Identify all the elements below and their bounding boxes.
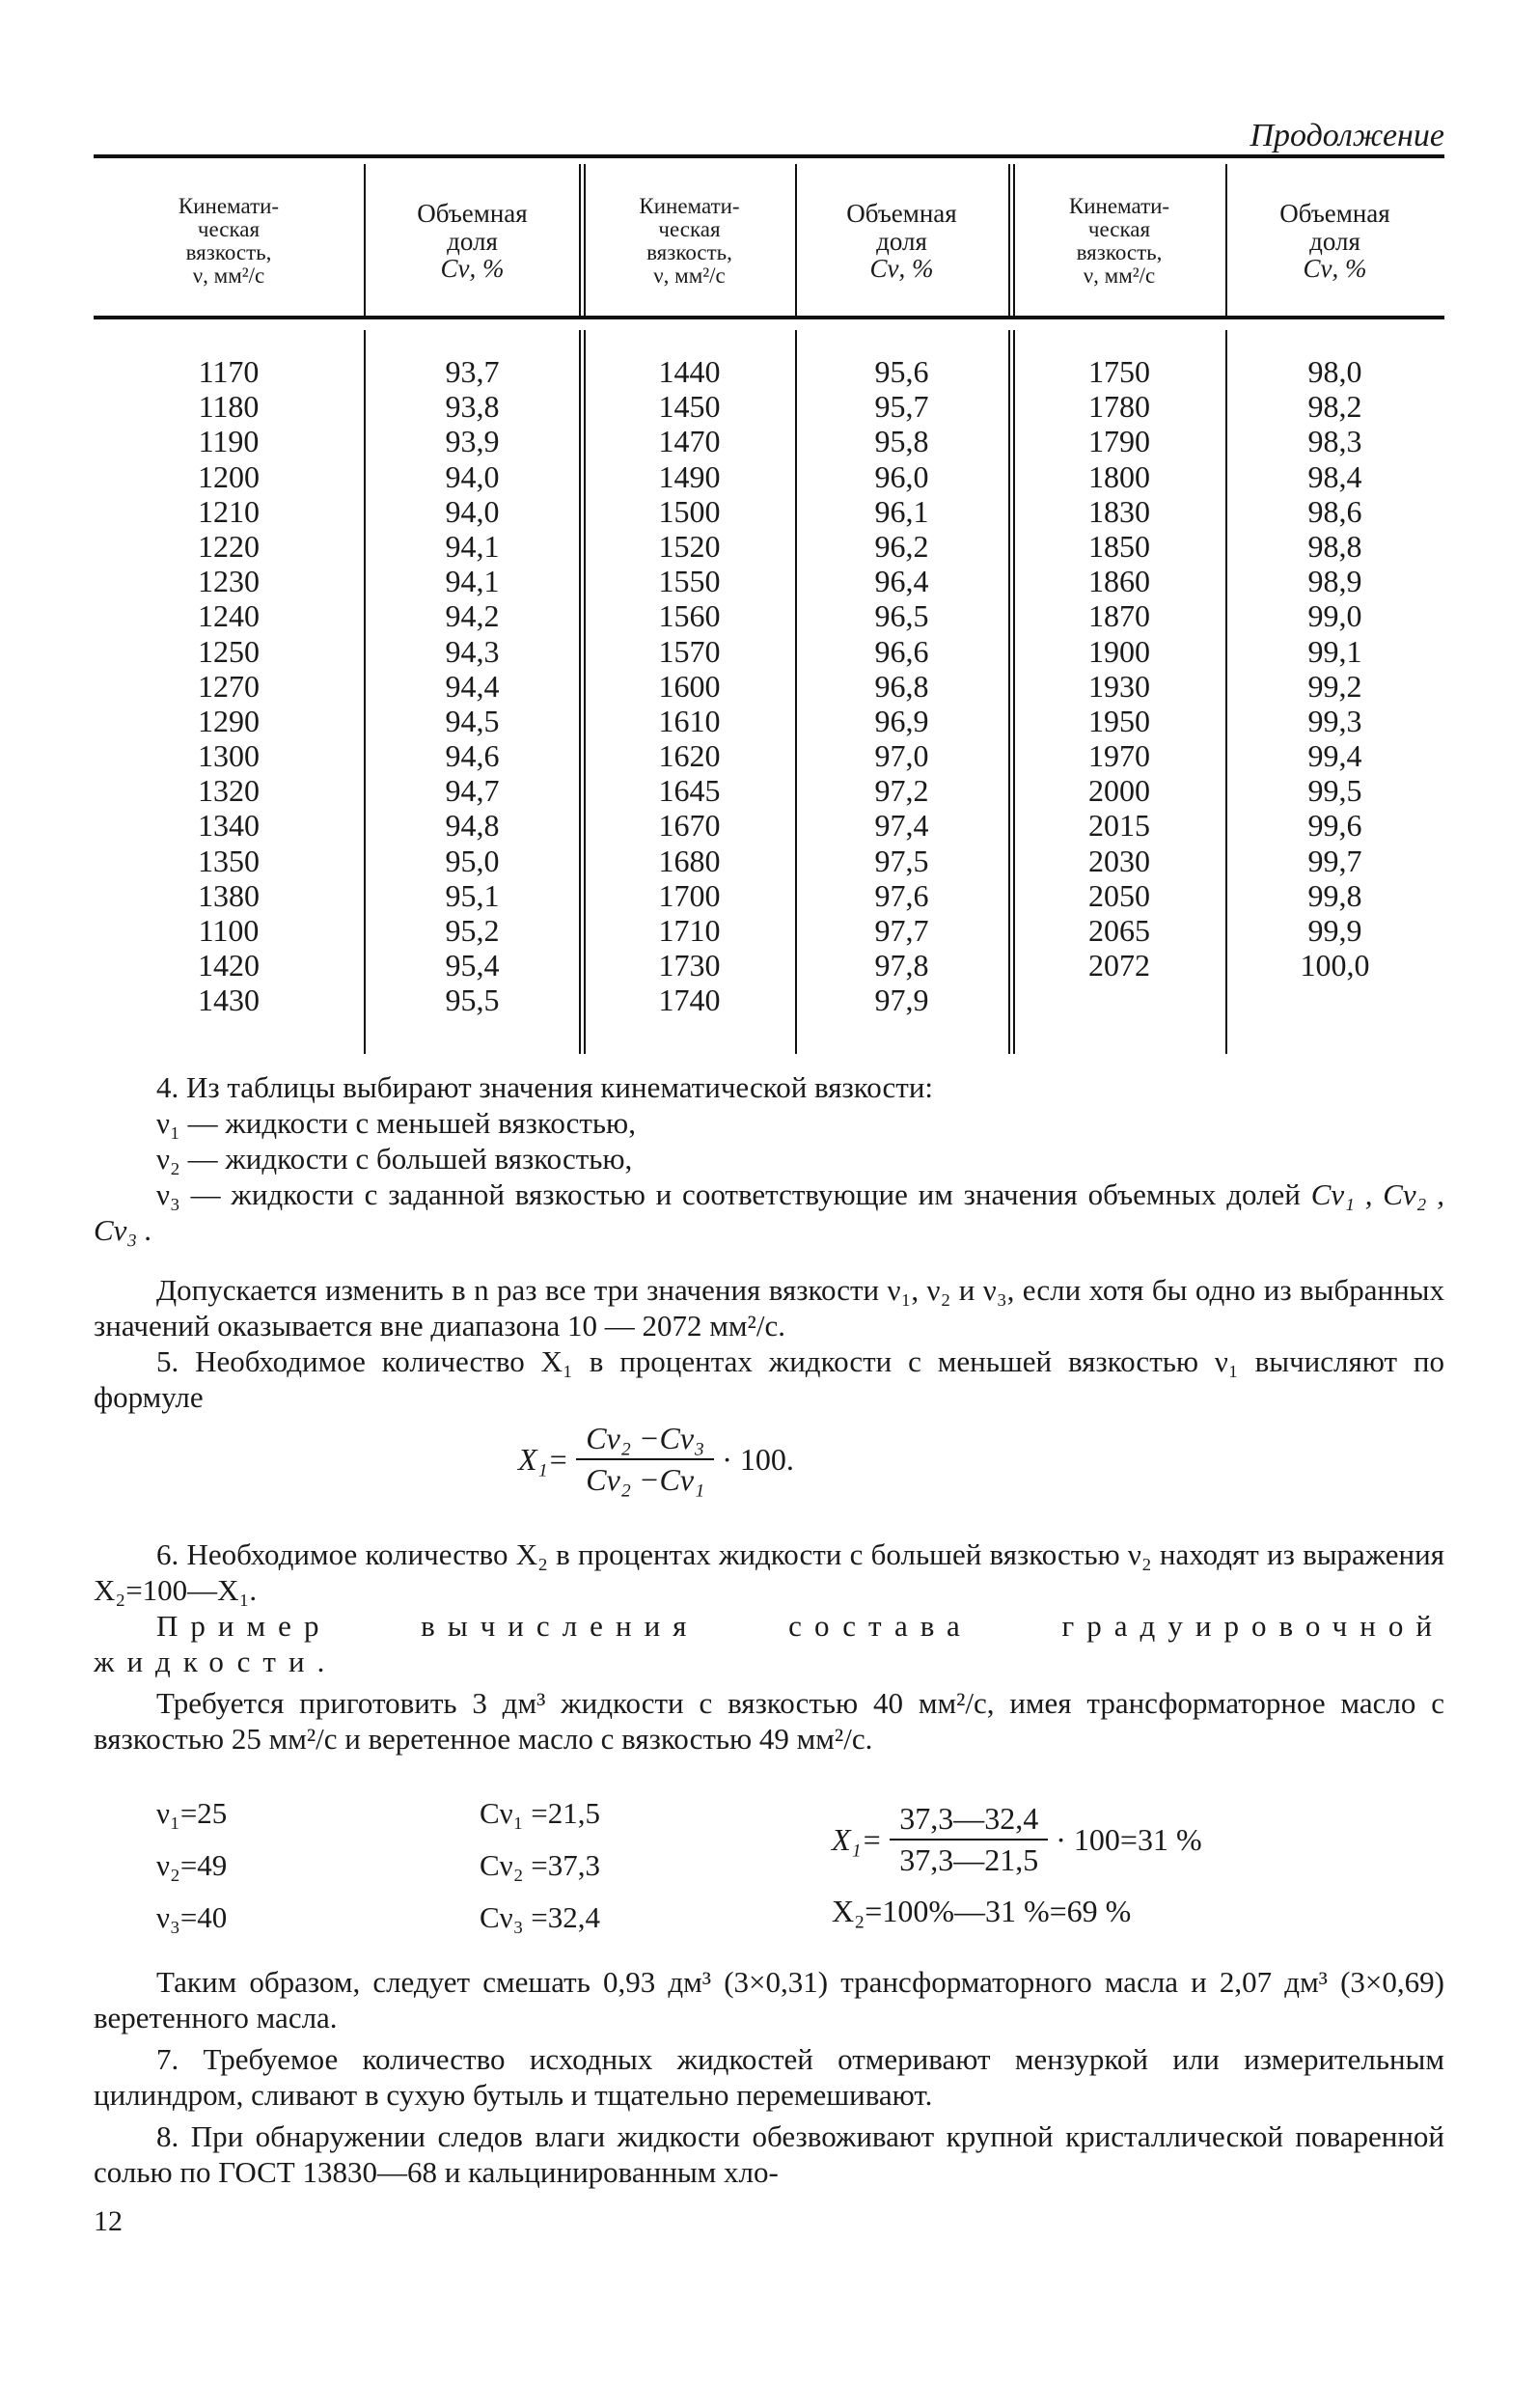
table-cell: 1970 — [1088, 738, 1150, 774]
table-cell: 1700 — [658, 877, 721, 913]
table-top-rule — [94, 154, 1444, 158]
table-cell: 1860 — [1088, 564, 1150, 599]
table-cell: 94,1 — [445, 564, 500, 599]
table-cell: 97,4 — [874, 808, 929, 844]
table-cell: 93,8 — [445, 389, 500, 425]
column-viscosity-2 — [584, 354, 795, 1018]
table-cell: 1950 — [1088, 703, 1150, 738]
paragraph-6: 6. Необходимое количество X₂ в процентах жидкости с большей вязкостью ν₂ находят из выражения X₂=100—X₁. — [94, 1537, 1444, 1607]
table-cell: 1230 — [198, 564, 260, 599]
table-cell: 99,1 — [1307, 633, 1362, 669]
table-cell: 96,4 — [874, 564, 929, 599]
table-cell: 98,8 — [1307, 528, 1362, 564]
paragraph-allowed: Допускается изменить в n раз все три значения вязкости ν₁, ν₂ и ν₃, если хотя бы одно из выбранных значений оказывается вне диапазона 10 — 2072 мм²/с. — [94, 1273, 1444, 1342]
table-cell: 1190 — [198, 424, 260, 459]
page-number: 12 — [94, 2205, 123, 2237]
paragraph-8: 8. При обнаружении следов влаги жидкости обезвоживают крупной кристаллической поваренной солью по ГОСТ 13830—68 и кальцинированным хло- — [94, 2119, 1444, 2189]
section-item-4 — [94, 1069, 1444, 1248]
example-viscosities: ν₁=25 ν₂=49 ν₃=40 — [156, 1796, 228, 1934]
table-cell: 99,5 — [1307, 773, 1362, 809]
table-cell: 1600 — [658, 668, 721, 704]
table-cell: 96,9 — [874, 703, 929, 738]
table-cell: 94,0 — [445, 458, 500, 494]
table-cell: 99,3 — [1307, 703, 1362, 738]
table-cell: 1870 — [1088, 598, 1150, 634]
table-cell: 2015 — [1088, 808, 1150, 844]
formula-fraction: $\frac{\text{Cν₂ −Cν₃}}{\text{Cν₂ −Cν₁}}$ — [576, 1421, 714, 1498]
table-cell: 1830 — [1088, 493, 1150, 529]
example-text: Требуется приготовить 3 дм³ жидкости с вязкостью 40 мм²/с, имея трансформаторное масло с вязкостью 25 мм²/с и веретенное масло с вязкостью 49 мм²/с. — [94, 1686, 1444, 1756]
example-heading: Пример вычисления состава градуировочной жидкости. — [94, 1609, 1444, 1678]
table-cell: 1645 — [658, 773, 721, 809]
example-x2-formula: X₂=100%—31 %=69 % — [832, 1894, 1132, 1928]
column-fraction-1 — [364, 354, 581, 1018]
table-cell: 97,7 — [874, 913, 929, 948]
table-cell: 96,1 — [874, 493, 929, 529]
table-cell: 1610 — [658, 703, 721, 738]
table-cell: 1490 — [658, 458, 721, 494]
table-cell: 1680 — [658, 843, 721, 878]
table-cell: 98,3 — [1307, 424, 1362, 459]
paragraph-5: 5. Необходимое количество X₁ в процентах жидкости с меньшей вязкостью ν₁ вычисляют по формуле — [94, 1344, 1444, 1414]
table-cell: 1240 — [198, 598, 260, 634]
table-cell: 1620 — [658, 738, 721, 774]
table-cell: 95,6 — [874, 354, 929, 389]
table-cell: 2065 — [1088, 913, 1150, 948]
table-cell: 93,7 — [445, 354, 500, 389]
table-cell: 99,0 — [1307, 598, 1362, 634]
table-cell: 96,0 — [874, 458, 929, 494]
table-cell: 1790 — [1088, 424, 1150, 459]
header-viscosity-1: Кинемати- ческая вязкость, ν, мм²/с — [178, 193, 280, 289]
table-cell: 99,9 — [1307, 913, 1362, 948]
table-cell: 96,5 — [874, 598, 929, 634]
header-fraction-1: Объемная доля Cν, % — [417, 199, 528, 284]
section-item-6 — [94, 1536, 1444, 1757]
table-cell: 95,1 — [445, 877, 500, 913]
table-cell: 1570 — [658, 633, 721, 669]
table-cell: 94,1 — [445, 528, 500, 564]
table-cell: 1850 — [1088, 528, 1150, 564]
table-cell: 1220 — [198, 528, 260, 564]
table-cell: 94,6 — [445, 738, 500, 774]
table-cell: 99,7 — [1307, 843, 1362, 878]
table-cell: 1560 — [658, 598, 721, 634]
section-allowed — [94, 1272, 1444, 1415]
table-cell: 97,0 — [874, 738, 929, 774]
table-cell: 1730 — [658, 948, 721, 983]
table-cell: 99,6 — [1307, 808, 1362, 844]
continuation-label: Продолжение — [1250, 118, 1444, 153]
header-fraction-2: Объемная доля Cν, % — [846, 199, 957, 284]
table-cell: 99,4 — [1307, 738, 1362, 774]
list-item-v3: ν₃ — жидкости с заданной вязкостью и соответствующие им значения объемных долей Cν₁ , Cν₂ , Cν₃ . — [94, 1177, 1444, 1247]
section-conclusion — [94, 1964, 1444, 2190]
table-cell: 1420 — [198, 948, 260, 983]
table-cell: 1380 — [198, 877, 260, 913]
table-cell: 1740 — [658, 983, 721, 1018]
table-cell: 1100 — [198, 913, 260, 948]
table-cell: 1300 — [198, 738, 260, 774]
table-cell: 1780 — [1088, 389, 1150, 425]
table-cell: 98,9 — [1307, 564, 1362, 599]
table-header-rule — [94, 316, 1444, 319]
table-cell: 93,9 — [445, 424, 500, 459]
table-cell: 2030 — [1088, 843, 1150, 878]
table-cell: 94,7 — [445, 773, 500, 809]
table-cell: 1200 — [198, 458, 260, 494]
table-cell: 1340 — [198, 808, 260, 844]
table-cell: 98,0 — [1307, 354, 1362, 389]
table-cell: 96,6 — [874, 633, 929, 669]
table-cell: 1350 — [198, 843, 260, 878]
column-viscosity-1 — [94, 354, 364, 1018]
header-viscosity-3: Кинемати- ческая вязкость, ν, мм²/с — [1068, 193, 1170, 289]
table-cell: 94,4 — [445, 668, 500, 704]
table-cell: 1270 — [198, 668, 260, 704]
formula-x1: X₁= $\frac{\text{Cν₂ −Cν₃}}{\text{Cν₂ −Cν₁}}$ · 100. — [518, 1421, 794, 1497]
table-cell: 95,8 — [874, 424, 929, 459]
table-cell: 1450 — [658, 389, 721, 425]
table-cell: 1500 — [658, 493, 721, 529]
table-cell: 98,2 — [1307, 389, 1362, 425]
table-cell: 98,4 — [1307, 458, 1362, 494]
table-cell: 1440 — [658, 354, 721, 389]
table-cell: 1520 — [658, 528, 721, 564]
header-viscosity-2: Кинемати- ческая вязкость, ν, мм²/с — [639, 193, 740, 289]
table-cell: 94,0 — [445, 493, 500, 529]
table-cell: 99,8 — [1307, 877, 1362, 913]
paragraph-4: 4. Из таблицы выбирают значения кинематической вязкости: — [156, 1070, 934, 1104]
table-cell: 1930 — [1088, 668, 1150, 704]
table-cell: 1290 — [198, 703, 260, 738]
col-divider — [1008, 164, 1010, 318]
table-cell: 2000 — [1088, 773, 1150, 809]
table-cell: 1210 — [198, 493, 260, 529]
table-cell: 100,0 — [1300, 948, 1370, 983]
table-cell: 97,8 — [874, 948, 929, 983]
table-cell: 95,5 — [445, 983, 500, 1018]
table-cell: 1750 — [1088, 354, 1150, 389]
table-cell: 97,6 — [874, 877, 929, 913]
column-fraction-3 — [1225, 354, 1444, 983]
table-cell: 97,5 — [874, 843, 929, 878]
table-cell: 1470 — [658, 424, 721, 459]
table-cell: 96,2 — [874, 528, 929, 564]
table-cell: 95,0 — [445, 843, 500, 878]
table-cell: 1900 — [1088, 633, 1150, 669]
table-cell: 98,6 — [1307, 493, 1362, 529]
list-item-v2: ν₂ — жидкости с большей вязкостью, — [156, 1142, 633, 1176]
table-cell: 1180 — [198, 389, 260, 425]
list-item-v1: ν₁ — жидкости с меньшей вязкостью, — [156, 1106, 636, 1140]
table-cell: 95,2 — [445, 913, 500, 948]
column-viscosity-3 — [1013, 354, 1225, 983]
table-cell: 95,4 — [445, 948, 500, 983]
table-cell: 1170 — [198, 354, 260, 389]
table-cell: 94,5 — [445, 703, 500, 738]
table-cell: 94,3 — [445, 633, 500, 669]
example-x1-formula: X₁= $\frac{37,3—32,4}{37,3—21,5}$ · 100=31 % — [832, 1801, 1202, 1877]
table-cell: 97,2 — [874, 773, 929, 809]
table-cell: 94,8 — [445, 808, 500, 844]
table-cell: 1430 — [198, 983, 260, 1018]
table-cell: 1550 — [658, 564, 721, 599]
table-cell: 1670 — [658, 808, 721, 844]
table-cell: 1800 — [1088, 458, 1150, 494]
table-cell: 99,2 — [1307, 668, 1362, 704]
table-cell: 95,7 — [874, 389, 929, 425]
header-fraction-3: Объемная доля Cν, % — [1279, 199, 1390, 284]
table-cell: 1250 — [198, 633, 260, 669]
table-cell: 94,2 — [445, 598, 500, 634]
table-cell: 97,9 — [874, 983, 929, 1018]
col-divider — [1008, 330, 1010, 1054]
table-cell: 2050 — [1088, 877, 1150, 913]
table-cell: 1320 — [198, 773, 260, 809]
column-fraction-2 — [795, 354, 1008, 1018]
table-cell: 96,8 — [874, 668, 929, 704]
paragraph-conclusion: Таким образом, следует смешать 0,93 дм³ (3×0,31) трансформаторного масла и 2,07 дм³ (3×0,69) веретенного масла. — [94, 1965, 1444, 2034]
table-cell: 2072 — [1088, 948, 1150, 983]
table-cell: 1710 — [658, 913, 721, 948]
example-fractions: Cν₁ =21,5 Cν₂ =37,3 Cν₃ =32,4 — [480, 1796, 600, 1934]
paragraph-7: 7. Требуемое количество исходных жидкостей отмеривают мензуркой или измерительным цилиндром, сливают в сухую бутыль и тщательно перемешивают. — [94, 2042, 1444, 2112]
